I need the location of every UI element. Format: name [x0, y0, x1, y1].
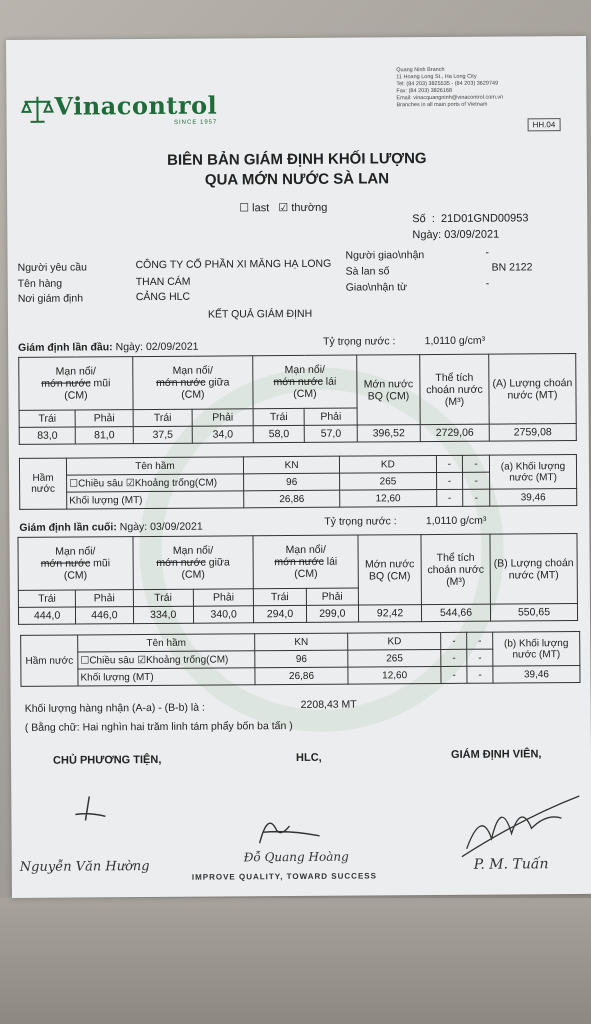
background-surface [0, 898, 591, 1024]
header-text: mớn nước [41, 377, 91, 390]
ty-trong-label: Tỷ trọng nước : [323, 335, 396, 348]
vinacontrol-logo [20, 91, 217, 127]
header-lai [253, 535, 358, 589]
branch-line: 11 Hoang Long St., Ha Long City [396, 73, 477, 81]
khoi-luong-nuoc-header: (b) Khối lượng nước (MT) [493, 632, 580, 667]
khoi-luong-row-label: Khối lượng (MT) [78, 668, 255, 686]
header-text: Mạn nổi/ [285, 543, 326, 557]
header-text: lái [326, 555, 338, 568]
giao-nhan-tu-value: - [485, 277, 490, 290]
value-cell: 57,0 [305, 425, 358, 442]
last-checkbox: ☐ [239, 202, 250, 215]
ten-hang-value: THAN CÁM [135, 275, 191, 289]
giam-dinh-vien-label: GIÁM ĐỊNH VIÊN, [450, 748, 542, 761]
sa-lan-label: Sà lan số [345, 265, 390, 278]
value-cell: 12,60 [348, 666, 441, 684]
signature-2-name: Đỗ Quang Hoàng [243, 849, 349, 865]
value-cell: 92,42 [358, 605, 421, 622]
header-text: (CM) [293, 387, 317, 401]
chieu-sau-row-label: ☐Chiều sâu ☑Khoảng trống(CM) [67, 474, 244, 492]
logo-since: SINCE 1957 [173, 119, 218, 126]
value-cell: 265 [340, 473, 436, 491]
value-cell: 396,52 [357, 425, 420, 442]
so-label: Số [412, 213, 426, 226]
header-text: Mạn nổi/ [284, 363, 325, 377]
ty-trong-value: 1,0110 g/cm³ [424, 334, 486, 348]
col-trai: Trái [133, 589, 194, 606]
last-label: last [252, 202, 270, 215]
document-title-line2: QUA MỚN NƯỚC SÀ LAN [204, 170, 390, 189]
col-phai: Phải [306, 588, 358, 605]
first-ballast-table [19, 454, 577, 510]
last-inspection-label [19, 521, 202, 534]
col-phai: Phải [192, 409, 253, 426]
nguoi-giao-value: - [485, 246, 490, 259]
value-cell: 544,66 [421, 604, 490, 621]
dash-cell: - [467, 632, 493, 649]
last-label: Giám định lần cuối: [19, 521, 117, 534]
khoi-luong-hang-nhan-label: Khối lượng hàng nhận (A-a) - (B-b) là : [24, 701, 205, 715]
header-text: giữa [208, 376, 230, 389]
header-luong-choan: (B) Lượng choán nước (MT) [490, 534, 577, 605]
value-cell: 444,0 [18, 607, 75, 624]
last-date: Ngày: 03/09/2021 [119, 520, 203, 534]
header-text: (CM) [181, 568, 205, 581]
khoi-luong-nuoc-value: 39,46 [493, 666, 580, 684]
branch-line: Branches in all main ports of Vietnam [396, 101, 488, 109]
header-text: mớn nước [273, 375, 323, 389]
noi-giam-dinh-label: Nơi giám định [17, 292, 84, 305]
ham-nuoc-label: Hầm nước [19, 458, 66, 509]
ngay-value: 03/09/2021 [444, 228, 500, 241]
document-page [6, 36, 591, 898]
col-trai: Trái [133, 409, 192, 426]
ngay-label: Ngày: [412, 228, 442, 242]
thuong-label: thường [291, 201, 328, 215]
signature-3-mark [461, 788, 581, 859]
khoi-luong-nuoc-header: (a) Khối lượng nước (MT) [489, 455, 576, 490]
col-phai: Phải [76, 590, 133, 607]
header-text: Mạn nổi/ [172, 364, 213, 377]
header-text: mớn nước [156, 556, 206, 569]
ham-nuoc-label: Hầm nước [21, 635, 78, 686]
form-code: HH.04 [528, 118, 561, 131]
header-luong-choan: (A) Lượng choán nước (MT) [489, 354, 576, 425]
header-mui [18, 537, 133, 591]
value-cell: 550,65 [490, 604, 577, 622]
ten-ham-header: Tên hầm [78, 634, 255, 652]
document-date [412, 229, 499, 242]
footer-slogan: IMPROVE QUALITY, TOWARD SUCCESS [191, 871, 377, 882]
value-cell: 2759,08 [489, 424, 576, 442]
kn-header: KN [243, 456, 339, 474]
kd-header: KD [348, 632, 441, 650]
nguoi-giao-label: Người giao\nhận [345, 249, 425, 262]
dash-cell: - [467, 666, 493, 683]
header-text: (CM) [64, 389, 88, 402]
header-the-tich: Thể tích choán nước (M³) [420, 354, 489, 424]
header-mui [19, 357, 133, 411]
ket-qua-heading: KẾT QUẢ GIÁM ĐỊNH [207, 307, 313, 321]
value-cell: 294,0 [254, 605, 306, 622]
khoi-luong-nuoc-value: 39,46 [490, 489, 577, 507]
col-trai: Trái [18, 590, 75, 607]
nguoi-yeu-cau-value: CÔNG TY CỔ PHẦN XI MĂNG HẠ LONG [135, 257, 332, 272]
ty-trong-label: Tỷ trọng nước : [324, 515, 397, 528]
signature-1-name: Nguyễn Văn Hường [19, 859, 150, 875]
value-cell: 96 [244, 473, 340, 491]
signature-1-mark [71, 794, 111, 824]
value-cell: 299,0 [306, 605, 358, 622]
sa-lan-value: BN 2122 [491, 261, 533, 274]
document-number: Số : 21D01GND00953 [412, 212, 529, 226]
bang-chu: ( Bằng chữ: Hai nghìn hai trăm linh tám phẩy bốn ba tấn ) [24, 720, 293, 734]
chu-phuong-tien-label: CHỦ PHƯƠNG TIỆN, [52, 753, 162, 767]
header-text: mớn nước [156, 376, 206, 389]
value-cell: 334,0 [133, 606, 194, 623]
noi-giam-dinh-value: CẢNG HLC [135, 290, 191, 304]
signature-3-name: P. M. Tuấn [473, 856, 549, 873]
header-the-tich: Thể tích choán nước (M³) [421, 534, 490, 604]
giao-nhan-tu-label: Giao\nhận từ [345, 281, 408, 294]
logo-text: Vinacontrol [54, 90, 218, 121]
dash-cell: - [436, 489, 463, 506]
header-bq: Mớn nước BQ (CM) [358, 535, 421, 605]
header-text: Mạn nổi/ [55, 545, 96, 558]
value-cell: 81,0 [75, 427, 133, 444]
branch-line: Fax: (84 203) 3826168 [396, 87, 453, 95]
header-text: lái [325, 375, 337, 388]
ty-trong-value: 1,0110 g/cm³ [425, 514, 487, 528]
so-value: 21D01GND00953 [440, 212, 529, 225]
col-trai: Trái [254, 588, 306, 605]
kn-header: KN [255, 633, 348, 651]
value-cell: 12,60 [340, 490, 436, 508]
type-options [239, 201, 327, 215]
signature-2-mark [249, 808, 329, 849]
dash-cell: - [467, 649, 493, 666]
header-text: (CM) [294, 567, 318, 581]
khoi-luong-hang-nhan-value: 2208,43 MT [300, 698, 357, 711]
value-cell: 34,0 [192, 426, 253, 443]
header-bq: Mớn nước BQ (CM) [357, 355, 420, 425]
col-trai: Trái [253, 408, 305, 425]
dash-cell: - [463, 489, 490, 506]
header-text: giữa [208, 556, 230, 569]
dash-cell: - [463, 472, 490, 489]
col-phai: Phải [304, 408, 357, 425]
col-trai: Trái [19, 410, 75, 427]
branch-info [396, 66, 566, 109]
branch-line: Tel: (84 203) 3825535 - (84 203) 3629749 [396, 80, 499, 88]
scales-icon [20, 93, 54, 125]
dash-cell: - [436, 472, 463, 489]
nguoi-yeu-cau-label: Người yêu cầu [17, 261, 88, 274]
first-draft-table [18, 353, 577, 445]
header-lai [253, 355, 357, 409]
dash-cell: - [441, 632, 467, 649]
dash-cell: - [441, 649, 467, 666]
header-text: mớn nước [40, 557, 91, 570]
header-giua [132, 536, 253, 590]
value-cell: 26,86 [244, 490, 340, 508]
header-text: Mạn nổi/ [55, 365, 96, 378]
value-cell: 2729,06 [420, 424, 489, 441]
document-title-line1: BIÊN BẢN GIÁM ĐỊNH KHỐI LƯỢNG [167, 150, 427, 169]
value-cell: 96 [255, 650, 348, 668]
header-text: mũi [93, 377, 111, 390]
kd-header: KD [340, 456, 436, 474]
header-text: (CM) [181, 388, 205, 401]
value-cell: 83,0 [19, 427, 75, 444]
ten-hang-label: Tên hàng [17, 277, 63, 290]
header-text: Mạn nổi/ [172, 544, 214, 557]
first-label: Giám định lần đầu: [18, 341, 113, 354]
value-cell: 340,0 [193, 606, 254, 623]
value-cell: 446,0 [76, 607, 133, 624]
chieu-sau-row-label: ☐Chiều sâu ☑Khoảng trống(CM) [78, 651, 255, 669]
header-giua [133, 356, 254, 410]
branch-line: Quang Ninh Branch [396, 66, 445, 74]
first-ty-trong [323, 335, 485, 348]
first-inspection-label [18, 341, 198, 354]
last-ty-trong [324, 515, 486, 528]
col-phai: Phải [193, 589, 254, 606]
header-text: mũi [93, 557, 111, 570]
thuong-checkbox: ☑ [278, 202, 289, 215]
khoi-luong-row-label: Khối lượng (MT) [67, 491, 244, 509]
value-cell: 26,86 [255, 667, 348, 685]
value-cell: 265 [348, 649, 441, 667]
branch-line: Email: vinacquangninh@vinacontrol.com.vn [396, 94, 504, 102]
value-cell: 58,0 [253, 425, 305, 442]
ten-ham-header: Tên hầm [66, 457, 243, 475]
hlc-label: HLC, [295, 751, 322, 764]
dash-cell: - [463, 455, 490, 472]
dash-cell: - [441, 666, 467, 683]
header-text: (CM) [63, 569, 88, 582]
dash-cell: - [436, 455, 463, 472]
last-draft-table [17, 533, 578, 625]
value-cell: 37,5 [133, 426, 192, 443]
first-date: Ngày: 02/09/2021 [115, 340, 199, 354]
last-ballast-table [20, 631, 580, 687]
col-phai: Phải [75, 410, 133, 427]
header-text: mớn nước [274, 555, 324, 569]
